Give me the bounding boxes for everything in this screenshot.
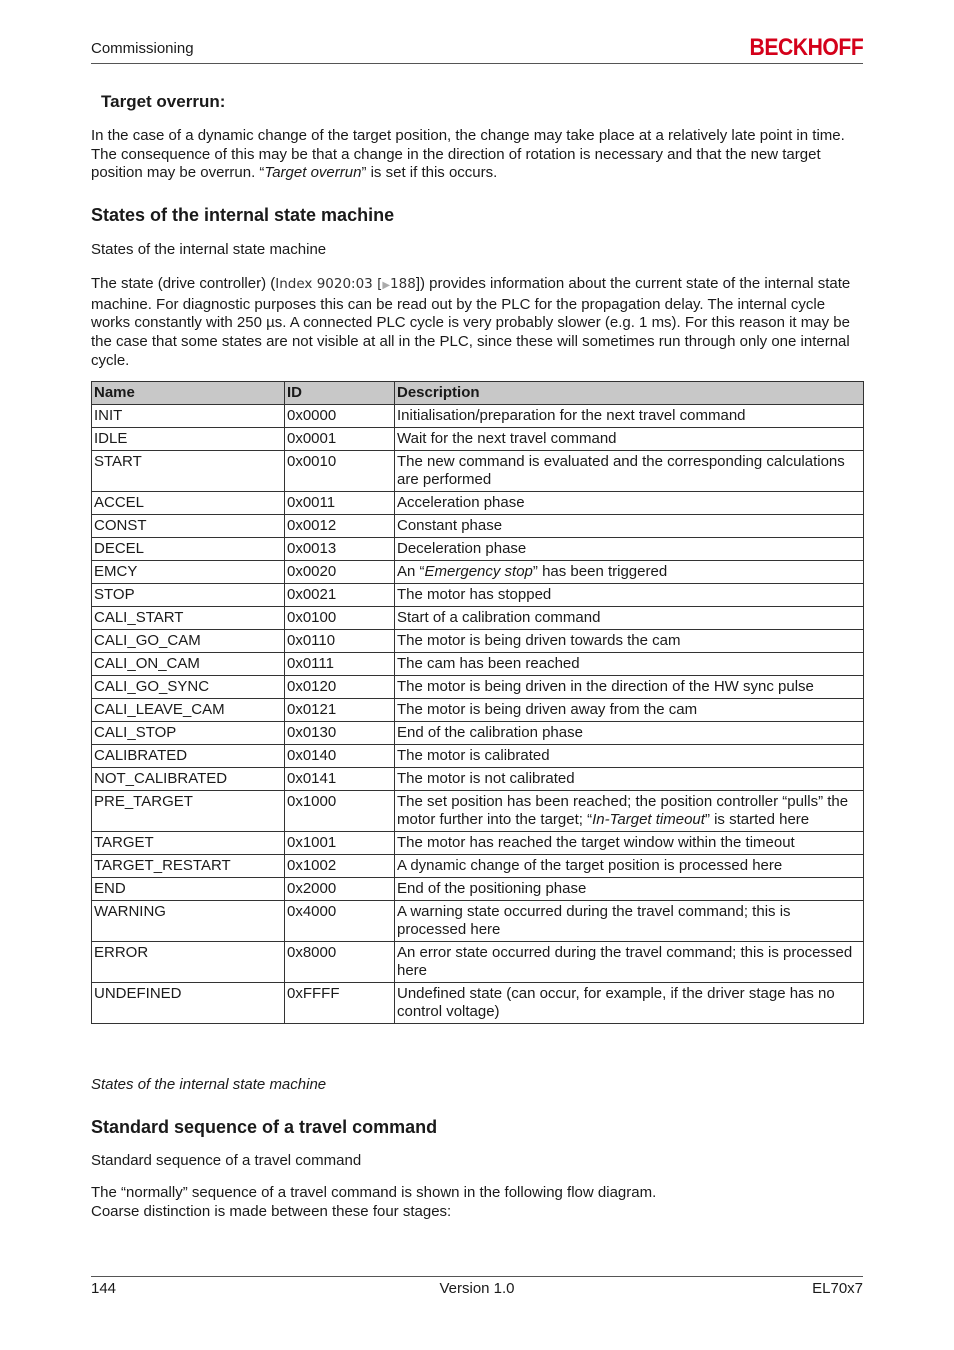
- table-row: [92, 722, 864, 745]
- state-name-cell: CALI_START: [92, 607, 285, 630]
- table-row: [92, 745, 864, 768]
- state-description-cell: The motor has reached the target window within the timeout: [395, 832, 864, 855]
- table-row: [92, 515, 864, 538]
- state-description-cell: The motor is being driven away from the cam: [395, 699, 864, 722]
- state-name-cell: STOP: [92, 584, 285, 607]
- description-text-italic: Emergency stop: [424, 563, 533, 580]
- index-reference: Index 9020:03: [275, 276, 373, 292]
- table-row: [92, 983, 864, 1024]
- footer-product: EL70x7: [812, 1280, 863, 1297]
- state-id-cell: 0x1001: [285, 832, 395, 855]
- target-overrun-paragraph: [91, 127, 863, 183]
- table-row: [92, 561, 864, 584]
- state-id-cell: 0x0012: [285, 515, 395, 538]
- states-heading: States of the internal state machine: [91, 205, 395, 225]
- header-name: Name: [92, 382, 285, 405]
- table-row: [92, 901, 864, 942]
- state-description-cell: A warning state occurred during the travel command; this is processed here: [395, 901, 864, 942]
- state-description-cell: Acceleration phase: [395, 492, 864, 515]
- target-overrun-text-italic: Target overrun: [264, 164, 362, 182]
- description-text-after: ” has been triggered: [532, 563, 668, 580]
- state-name-cell: INIT: [92, 405, 285, 428]
- state-description-cell: The motor has stopped: [395, 584, 864, 607]
- state-name-cell: CALI_LEAVE_CAM: [92, 699, 285, 722]
- state-id-cell: 0x0001: [285, 428, 395, 451]
- state-description-cell: [395, 791, 864, 832]
- state-id-cell: 0x1000: [285, 791, 395, 832]
- target-overrun-heading: Target overrun:: [101, 92, 226, 111]
- description-text-after: ” is started here: [704, 811, 810, 828]
- sequence-subcaption: Standard sequence of a travel command: [91, 1152, 362, 1169]
- header-description: Description: [395, 382, 864, 405]
- table-row: [92, 538, 864, 561]
- state-id-cell: 0x0120: [285, 676, 395, 699]
- link-arrow-icon: ▶: [382, 280, 391, 291]
- state-description-cell: The new command is evaluated and the corresponding calculations are performed: [395, 451, 864, 492]
- state-description-cell: An error state occurred during the travel command; this is processed here: [395, 942, 864, 983]
- table-row: [92, 492, 864, 515]
- page-link-188[interactable]: 188: [390, 276, 416, 292]
- description-text-italic: In-Target timeout: [592, 811, 705, 828]
- table-row: [92, 832, 864, 855]
- state-name-cell: ERROR: [92, 942, 285, 983]
- state-id-cell: 0x0020: [285, 561, 395, 584]
- state-name-cell: END: [92, 878, 285, 901]
- state-id-cell: 0x0011: [285, 492, 395, 515]
- state-description-cell: A dynamic change of the target position is processed here: [395, 855, 864, 878]
- table-row: [92, 584, 864, 607]
- state-id-cell: 0x0141: [285, 768, 395, 791]
- state-description-cell: The cam has been reached: [395, 653, 864, 676]
- state-description-cell: The motor is being driven towards the cam: [395, 630, 864, 653]
- states-subcaption: States of the internal state machine: [91, 241, 327, 258]
- state-id-cell: 0x0121: [285, 699, 395, 722]
- state-name-cell: CALI_GO_CAM: [92, 630, 285, 653]
- beckhoff-logo: BECKHOFF: [749, 34, 863, 61]
- state-name-cell: CALI_STOP: [92, 722, 285, 745]
- state-description-cell: End of the calibration phase: [395, 722, 864, 745]
- state-name-cell: CALIBRATED: [92, 745, 285, 768]
- state-id-cell: 0xFFFF: [285, 983, 395, 1024]
- state-description-cell: [395, 561, 864, 584]
- state-name-cell: CONST: [92, 515, 285, 538]
- table-row: [92, 405, 864, 428]
- sequence-line-1: The “normally” sequence of a travel command is shown in the following flow diagram.: [91, 1184, 657, 1201]
- table-row: [92, 451, 864, 492]
- table-caption: States of the internal state machine: [91, 1076, 327, 1093]
- state-id-cell: 0x0140: [285, 745, 395, 768]
- state-id-cell: 0x0130: [285, 722, 395, 745]
- description-text-before: An “: [397, 563, 425, 580]
- state-id-cell: 0x0110: [285, 630, 395, 653]
- state-id-cell: 0x0021: [285, 584, 395, 607]
- table-row: [92, 607, 864, 630]
- state-id-cell: 0x0010: [285, 451, 395, 492]
- state-name-cell: TARGET: [92, 832, 285, 855]
- header-id: ID: [285, 382, 395, 405]
- state-name-cell: IDLE: [92, 428, 285, 451]
- table-header-row: [92, 382, 864, 405]
- page-header-section: Commissioning: [91, 40, 194, 57]
- state-description-cell: Start of a calibration command: [395, 607, 864, 630]
- target-overrun-text-after: ” is set if this occurs.: [361, 164, 498, 182]
- states-table: [91, 381, 864, 1024]
- state-description-cell: Deceleration phase: [395, 538, 864, 561]
- state-description-cell: The motor is not calibrated: [395, 768, 864, 791]
- state-name-cell: START: [92, 451, 285, 492]
- state-description-cell: End of the positioning phase: [395, 878, 864, 901]
- table-row: [92, 676, 864, 699]
- table-row: [92, 630, 864, 653]
- state-id-cell: 0x2000: [285, 878, 395, 901]
- state-id-cell: 0x4000: [285, 901, 395, 942]
- footer-page-number: 144: [91, 1280, 117, 1297]
- table-row: [92, 942, 864, 983]
- states-para-part2: provides information about the current state of the internal state machine. For diagnostic purposes this can be read out by the PLC for the propagation delay. The internal cycle works constantly with 250 µs. A connected PLC cycle is very probably slower (e.g. 1 ms). For this reason it may be the case that some states are not visible at all in the PLC, since these will sometimes run through only one internal cycle.: [91, 275, 851, 369]
- state-name-cell: DECEL: [92, 538, 285, 561]
- state-id-cell: 0x1002: [285, 855, 395, 878]
- header-rule: [91, 63, 863, 64]
- state-id-cell: 0x0000: [285, 405, 395, 428]
- state-description-cell: Constant phase: [395, 515, 864, 538]
- table-row: [92, 768, 864, 791]
- footer-version: Version 1.0: [439, 1280, 515, 1297]
- description-text-before: The set position has been reached; the position controller “pulls” the motor further into the target; “: [397, 793, 849, 828]
- state-name-cell: WARNING: [92, 901, 285, 942]
- state-name-cell: CALI_GO_SYNC: [92, 676, 285, 699]
- table-row: [92, 428, 864, 451]
- states-para-part1: The state (drive controller) (: [91, 275, 276, 292]
- table-row: [92, 653, 864, 676]
- state-id-cell: 0x8000: [285, 942, 395, 983]
- state-description-cell: Undefined state (can occur, for example, if the driver stage has no control voltage): [395, 983, 864, 1024]
- states-paragraph: [91, 275, 863, 371]
- table-row: [92, 699, 864, 722]
- footer-rule: [91, 1276, 863, 1277]
- state-name-cell: UNDEFINED: [92, 983, 285, 1024]
- state-name-cell: TARGET_RESTART: [92, 855, 285, 878]
- table-row: [92, 855, 864, 878]
- state-description-cell: Initialisation/preparation for the next travel command: [395, 405, 864, 428]
- state-id-cell: 0x0013: [285, 538, 395, 561]
- state-description-cell: The motor is being driven in the direction of the HW sync pulse: [395, 676, 864, 699]
- state-name-cell: CALI_ON_CAM: [92, 653, 285, 676]
- state-id-cell: 0x0111: [285, 653, 395, 676]
- target-overrun-text-before: In the case of a dynamic change of the target position, the change may take place at a relatively late point in time. The consequence of this may be that a change in the direction of rotation is necessary and that the new target position may be overrun. “: [91, 127, 845, 182]
- state-name-cell: EMCY: [92, 561, 285, 584]
- table-row: [92, 791, 864, 832]
- table-body: [92, 405, 864, 1024]
- link-close: ]): [415, 275, 425, 292]
- sequence-heading: Standard sequence of a travel command: [91, 1117, 438, 1137]
- state-description-cell: Wait for the next travel command: [395, 428, 864, 451]
- state-name-cell: PRE_TARGET: [92, 791, 285, 832]
- state-id-cell: 0x0100: [285, 607, 395, 630]
- link-open: [: [372, 276, 383, 292]
- table-row: [92, 878, 864, 901]
- state-description-cell: The motor is calibrated: [395, 745, 864, 768]
- state-name-cell: NOT_CALIBRATED: [92, 768, 285, 791]
- state-name-cell: ACCEL: [92, 492, 285, 515]
- sequence-line-2: Coarse distinction is made between these four stages:: [91, 1203, 452, 1220]
